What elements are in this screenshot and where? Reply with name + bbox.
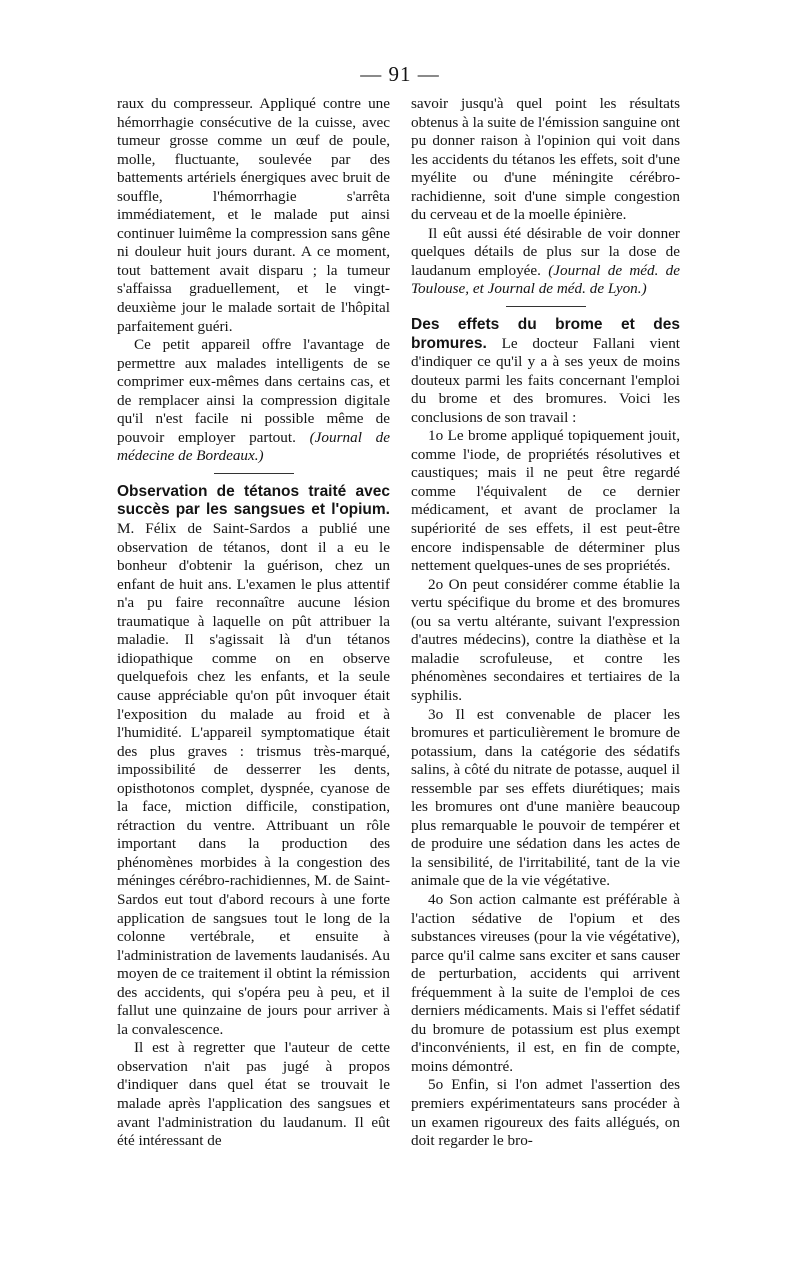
citation-source: (Journal de méd. de Toulouse, et Journal de méd. de Lyon.) [411, 261, 681, 298]
conclusion-point-2: 2o On peut considérer comme établie la vertu spécifique du brome et des bromures (ou sa vertu altérante, suivant l'expression d'autres médecins), contre la diathèse et la maladie scrofuleuse, et contre les phénomènes secondaires et tertiaires de la syphilis. [411, 575, 680, 704]
left-column [117, 95, 390, 1151]
conclusion-point-1: 1o Le brome appliqué topiquement jouit, comme l'iode, de propriétés résolutives et caustiques; mais il ne peut être regardé comme l'équivalent de ce dernier médicament, et avant de proclamer la supériorité de ses effets, il est peut-être encore indispensable de déterminer plus nettement quelques-unes de ses propriétés. [411, 427, 680, 575]
paragraph-tetanos-comment: Il est à regretter que l'auteur de cette observation n'ait pas jugé à propos d'indiquer dans quel état se trouvait le malade après l'application des sangsues et avant l'administration du laudanum. Il eût été intéressant de [117, 1039, 390, 1150]
citation-source: (Journal de médecine de Bordeaux.) [117, 428, 390, 465]
section-divider [214, 473, 294, 474]
conclusion-point-5: 5o Enfin, si l'on admet l'assertion des premiers expérimentateurs sans procéder à un examen rigoureux des faits allégués, on doit regarder le bro- [411, 1076, 680, 1150]
paragraph-compressor-case: raux du compresseur. Appliqué contre une hémorrhagie consécutive de la cuisse, avec tumeur grosse comme un œuf de poule, molle, fluctuante, soulevée par des battements artériels énergiques avec bruit de souffle, l'hémorrhagie s'arrêta immédiatement, et le malade put ainsi continuer luimême la compression sans gêne ni douleur huit jours durant. A ce moment, tout battement avait disparu ; la tumeur s'affaissa graduellement, et le vingt-deuxième jour le malade sortait de l'hôpital parfaitement guéri. [117, 95, 390, 335]
page-number: — 91 — [360, 62, 440, 86]
article-heading-brome: Des effets du brome et des bromures. [411, 316, 680, 352]
conclusion-point-4: 4o Son action calmante est préférable à l'action sédative de l'opium et des substances vireuses (pour la vie végétative), parce qu'il calme sans exciter et sans causer de perturbation, accidents qui arrivent fréquemment à la suite de l'emploi de ces derniers médicaments. Mais si l'effet sédatif du bromure de potassium est plus exempt d'inconvénients, il est, en fin de compte, moins démontré. [411, 890, 680, 1075]
section-divider [506, 306, 586, 307]
paragraph-compressor-advantage [117, 336, 390, 466]
paragraph-text: Le docteur Fallani vient d'indiquer ce qu'il y a à ses yeux de moins douteux parmi les faits concernant l'emploi du brome et des bromures. Voici les conclusions de son travail : [411, 334, 681, 426]
conclusion-point-3: 3o Il est convenable de placer les bromures et particulièrement le bromure de potassium, dans la catégorie des sédatifs salins, à côté du nitrate de potasse, auquel il ressemble par ses effets diurétiques; mais les bromures ont d'une manière beaucoup plus remarquable le pouvoir de tempérer et de produire une sédation dans les actes de la sensibilité, de l'irritabilité, tant de la vie animale que de la vie végétative. [411, 705, 680, 890]
paragraph-text: Il eût aussi été désirable de voir donner quelques détails de plus sur la dose de laudanum employée. [411, 224, 680, 279]
article-heading-tetanos: Observation de tétanos traité avec succès par les sangsues et l'opium. [117, 482, 390, 519]
paragraph-tetanos-continuation: savoir jusqu'à quel point les résultats obtenus à la suite de l'émission sanguine ont pu donner raison à l'opinion qui voit dans les accidents du tétanos les effets, soit d'une myélite ou d'une méningite cérébro-rachidienne, soit d'une simple congestion du cerveau et de la moelle épinière. [411, 95, 680, 224]
paragraph-text: Ce petit appareil offre l'avantage de permettre aux malades intelligents de se comprimer eux-mêmes dans certains cas, et de remplacer ainsi la compression digitale qu'il n'est facile ni possible même de pouvoir employer partout. [117, 336, 390, 446]
paragraph-laudanum-dose [411, 225, 680, 299]
right-column [411, 95, 680, 1151]
paragraph-brome-intro [411, 316, 680, 427]
paragraph-text: M. Félix de Saint-Sardos a publié une observation de tétanos, dont il a eu le bonheur d'obtenir la guérison, chez un enfant de huit ans. L'examen le plus attentif n'a pu faire reconnaître aucune lésion traumatique à laquelle on pût attribuer la maladie. Il s'agissait là d'un tétanos idiopathique comme on en observe quelquefois chez les enfants, et la seule cause appréciable qu'on pût invoquer était l'exposition du malade au froid et à l'humidité. L'appareil symptomatique était des plus graves : trismus très-marqué, impossibilité de desserrer les dents, opisthotonos complet, dyspnée, cyanose de la face, miction difficile, constipation, rétraction du ventre. Attribuant un rôle important dans la production des phénomènes morbides à la congestion des méninges cérébro-rachidiennes, M. de Saint-Sardos eut tout d'abord recours à une forte application de sangsues tout le long de la colonne vertébrale, et ensuite à l'administration de lavements laudanisés. Au moyen de ce traitement il obtint la rémission des accidents, qui s'opéra peu à peu, et il fallut une quinzaine de jours pour arriver à la convalescence. [117, 520, 390, 1038]
paragraph-tetanos-observation [117, 483, 390, 1039]
